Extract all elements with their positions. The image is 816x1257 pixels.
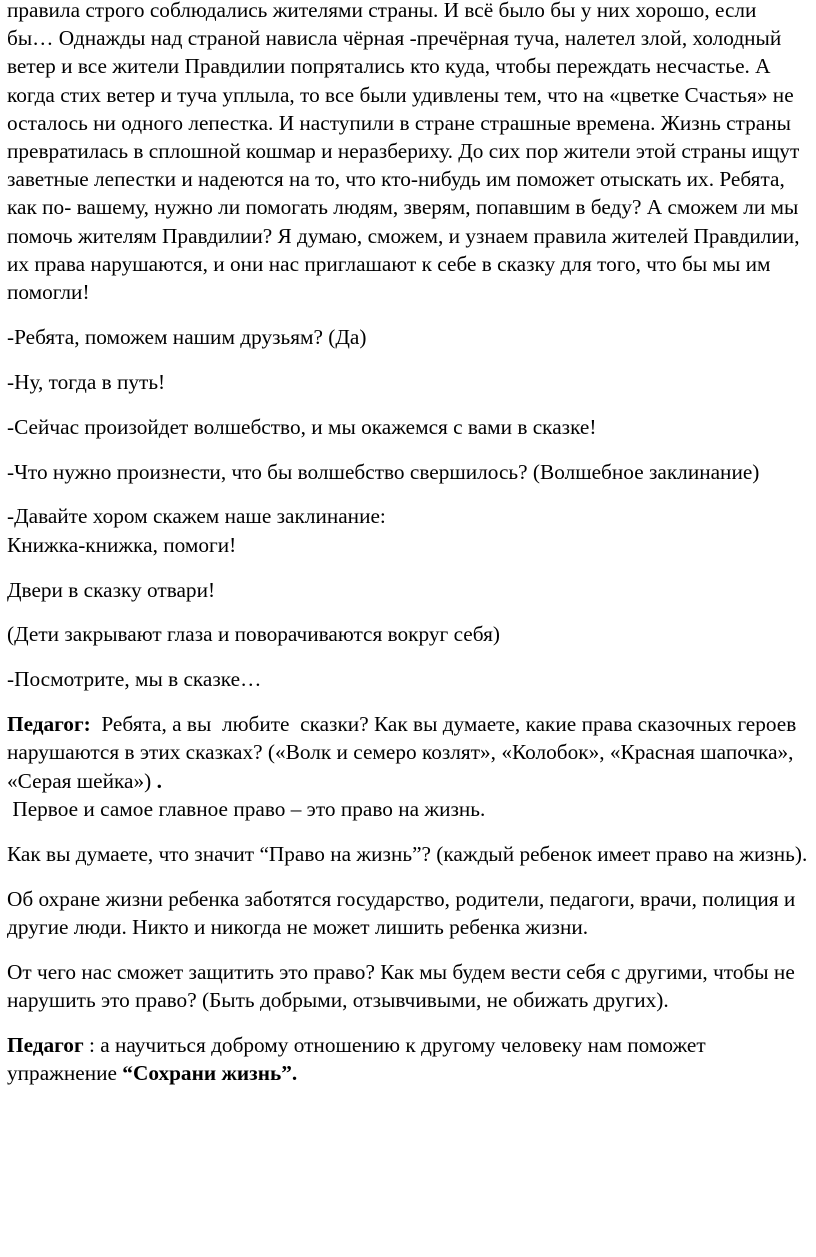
teacher-exercise-text: : а научиться доброму отношению к другому человеку нам поможет упражнение xyxy=(7,1032,712,1086)
teacher-question-text: Ребята, а вы любите сказки? Как вы думаете, какие права сказочных героев нарушаются в этих сказках? («Волк и семеро козлят», «Колобок», «Красная шапочка», «Серая шейка») xyxy=(7,712,802,793)
paragraph-teacher-exercise xyxy=(7,1031,808,1087)
teacher-label: Педагог: xyxy=(7,712,91,737)
spell-intro-line: -Давайте хором скажем наше заклинание: xyxy=(7,504,386,529)
spell-line-2: Двери в сказку отвари! xyxy=(7,577,216,602)
paragraph-life-protection: Об охране жизни ребенка заботятся государство, родители, педагоги, врачи, полиция и другие люди. Никто и никогда не может лишить ребенка жизни. xyxy=(7,886,796,939)
teacher-question-dot: . xyxy=(156,768,162,793)
paragraph-spell xyxy=(7,502,808,558)
paragraph-in-fairytale: -Посмотрите, мы в сказке… xyxy=(7,667,262,692)
paragraph-help-friends: -Ребята, поможем нашим друзьям? (Да) xyxy=(7,324,367,349)
paragraph-teacher-question xyxy=(7,710,808,795)
paragraph-magic-happens: -Сейчас произойдет волшебство, и мы окажемся с вами в сказке! xyxy=(7,414,597,439)
spell-line-1: Книжка-книжка, помоги! xyxy=(7,532,237,557)
teacher-label-2: Педагог xyxy=(7,1032,84,1057)
paragraph-protect-right: От чего нас сможет защитить это право? Как мы будем вести себя с другими, чтобы не нарушить это право? (Быть добрыми, отзывчивыми, не обижать других). xyxy=(7,959,795,1012)
paragraph-children-action: (Дети закрывают глаза и поворачиваются вокруг себя) xyxy=(7,622,500,647)
paragraph-right-to-life: Первое и самое главное право – это право на жизнь. xyxy=(7,796,486,821)
paragraph-lets-go: -Ну, тогда в путь! xyxy=(7,369,166,394)
paragraph-what-means-right: Как вы думаете, что значит “Право на жизнь”? (каждый ребенок имеет право на жизнь). xyxy=(7,841,808,866)
exercise-name: “Сохрани жизнь”. xyxy=(122,1061,298,1086)
paragraph-magic-spell-question: -Что нужно произнести, что бы волшебство свершилось? (Волшебное заклинание) xyxy=(7,459,760,484)
paragraph-story: правила строго соблюдались жителями страны. И всё было бы у них хорошо, если бы… Однажды над страной нависла чёрная -пречёрная туча, налетел злой, холодный ветер и все жители Правдилии попрятались кто куда, чтобы переждать несчастье. А когда стих ветер и туча уплыла, то все были удивлены тем, что на «цветке Счастья» не осталось ни одного лепестка. И наступили в стране страшные времена. Жизнь страны превратилась в сплошной кошмар и неразбериху. До сих пор жители этой страны ищут заветные лепестки и надеются на то, что кто-нибудь им поможет отыскать их. Ребята, как по- вашему, нужно ли помогать людям, зверям, попавшим в беду? А сможем ли мы помочь жителям Правдилии? Я думаю, сможем, и узнаем правила жителей Правдилии, их права нарушаются, и они нас приглашают к себе в сказку для того, что бы мы им помогли! xyxy=(7,0,800,305)
